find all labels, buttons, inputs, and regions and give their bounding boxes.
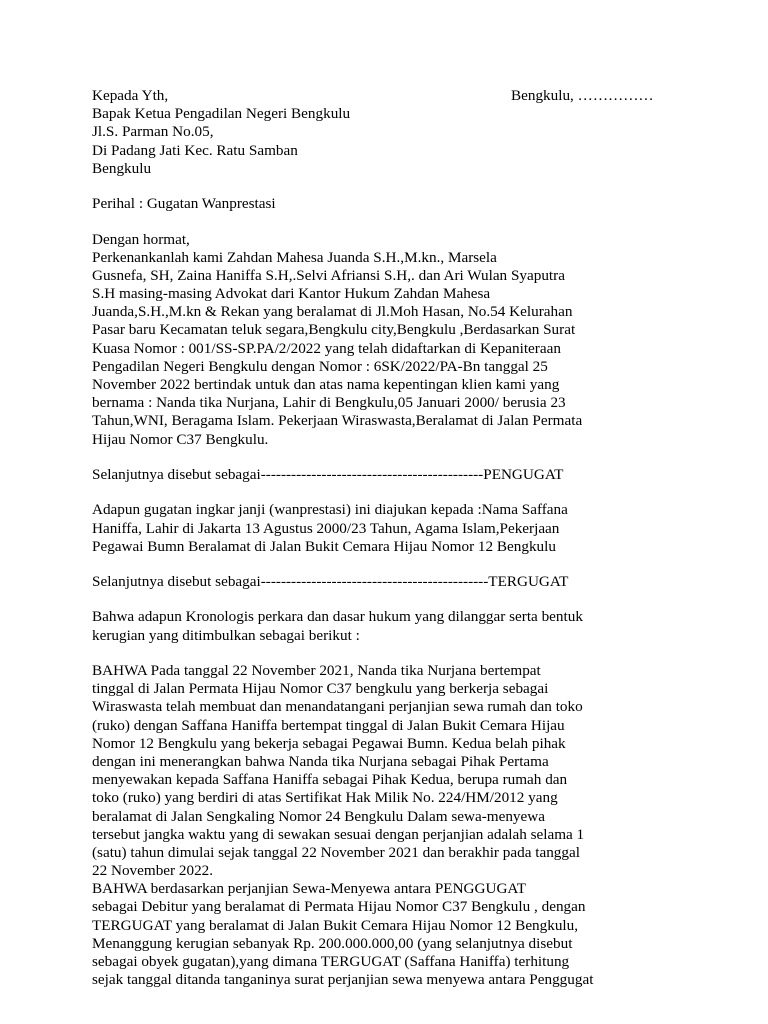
- paragraph-line: Bahwa adapun Kronologis perkara dan dasar hukum yang dilanggar serta bentuk: [92, 608, 583, 626]
- intro-paragraph: [92, 249, 692, 449]
- paragraph-line: Adapun gugatan ingkar janji (wanprestasi) ini diajukan kepada :Nama Saffana: [92, 501, 568, 519]
- address-line: Bengkulu: [92, 159, 152, 177]
- paragraph-line: bernama : Nanda tika Nurjana, Lahir di Bengkulu,05 Januari 2000/ berusia 23: [92, 394, 566, 412]
- paragraph-line: BAHWA berdasarkan perjanjian Sewa-Menyewa antara PENGGUGAT: [92, 880, 526, 898]
- paragraph-line: 22 November 2022.: [92, 862, 214, 880]
- paragraph-line: toko (ruko) yang berdiri di atas Sertifikat Hak Milik No. 224/HM/2012 yang: [92, 789, 558, 807]
- paragraph-line: beralamat di Jalan Sengkaling Nomor 24 Bengkulu Dalam sewa-menyewa: [92, 807, 545, 825]
- paragraph-line: BAHWA Pada tanggal 22 November 2021, Nanda tika Nurjana bertempat: [92, 662, 541, 679]
- place-date: Bengkulu, ……………: [511, 87, 654, 104]
- paragraph-line: Wiraswasta telah membuat dan menandatangani perjanjian sewa rumah dan toko: [92, 698, 583, 716]
- paragraph-line: Pasar baru Kecamatan teluk segara,Bengkulu city,Bengkulu ,Berdasarkan Surat: [92, 321, 576, 339]
- address-line: Bapak Ketua Pengadilan Negeri Bengkulu: [92, 105, 351, 123]
- spacer: [92, 449, 692, 466]
- paragraph-line: Perkenankanlah kami Zahdan Mahesa Juanda S.H.,M.kn., Marsela: [92, 248, 497, 266]
- paragraph-line: tersebut jangka waktu yang di sewakan sesuai dengan perjanjian adalah selama 1: [92, 825, 585, 843]
- paragraph-line: Pegawai Bumn Beralamat di Jalan Bukit Cemara Hijau Nomor 12 Bengkulu: [92, 537, 556, 555]
- penggugat-designation: Selanjutnya disebut sebagai--------------------------------------------PENGUGAT: [92, 465, 564, 483]
- recipient-address: [92, 87, 692, 178]
- paragraph-line: Menanggung kerugian sebanyak Rp. 200.000.000,00 (yang selanjutnya disebut: [92, 934, 573, 952]
- paragraph-line: Nomor 12 Bengkulu yang bekerja sebagai Pegawai Bumn. Kedua belah pihak: [92, 734, 566, 752]
- spacer: [92, 484, 692, 501]
- paragraph-line: Gusnefa, SH, Zaina Haniffa S.H,.Selvi Afriansi S.H,. dan Ari Wulan Syaputra: [92, 266, 565, 284]
- spacer: [92, 178, 692, 195]
- chronology-intro-paragraph: [92, 608, 692, 644]
- paragraph-line: sejak tanggal ditanda tanganinya surat perjanjian sewa menyewa antara Penggugat: [92, 971, 594, 989]
- paragraph-line: (satu) tahun dimulai sejak tanggal 22 November 2021 dan berakhir pada tanggal: [92, 843, 580, 861]
- letter-body: [92, 87, 692, 989]
- defendant-paragraph: [92, 501, 692, 556]
- paragraph-line: dengan ini menerangkan bahwa Nanda tika Nurjana sebagai Pihak Pertama: [92, 752, 549, 770]
- paragraph-line: S.H masing-masing Advokat dari Kantor Hukum Zahdan Mahesa: [92, 285, 491, 303]
- paragraph-line: (ruko) dengan Saffana Haniffa bertempat tinggal di Jalan Bukit Cemara Hijau: [92, 716, 565, 734]
- tergugat-designation: Selanjutnya disebut sebagai---------------------------------------------TERGUGAT: [92, 573, 569, 591]
- spacer: [92, 556, 692, 573]
- paragraph-line: Juanda,S.H.,M.kn & Rekan yang beralamat di Jl.Moh Hasan, No.54 Kelurahan: [92, 303, 573, 321]
- paragraph-line: kerugian yang ditimbulkan sebagai berikut :: [92, 626, 360, 644]
- paragraph-line: TERGUGAT yang beralamat di Jalan Bukit Cemara Hijau Nomor 12 Bengkulu,: [92, 916, 579, 934]
- spacer: [92, 213, 692, 230]
- address-line: Di Padang Jati Kec. Ratu Samban: [92, 141, 298, 159]
- paragraph-line: tinggal di Jalan Permata Hijau Nomor C37 bengkulu yang berkerja sebagai: [92, 680, 549, 698]
- paragraph-line: Haniffa, Lahir di Jakarta 13 Agustus 2000/23 Tahun, Agama Islam,Pekerjaan: [92, 519, 560, 537]
- bahwa-paragraph-2: [92, 880, 692, 989]
- spacer: [92, 645, 692, 662]
- paragraph-line: Pengadilan Negeri Bengkulu dengan Nomor : 6SK/2022/PA-Bn tanggal 25: [92, 357, 548, 375]
- paragraph-line: sebagai obyek gugatan),yang dimana TERGUGAT (Saffana Haniffa) terhitung: [92, 953, 570, 970]
- paragraph-line: Hijau Nomor C37 Bengkulu.: [92, 430, 269, 448]
- paragraph-line: Kuasa Nomor : 001/SS-SP.PA/2/2022 yang telah didaftarkan di Kepaniteraan: [92, 339, 561, 357]
- spacer: [92, 591, 692, 608]
- paragraph-line: Tahun,WNI, Beragama Islam. Pekerjaan Wiraswasta,Beralamat di Jalan Permata: [92, 412, 583, 430]
- paragraph-line: sebagai Debitur yang beralamat di Permata Hijau Nomor C37 Bengkulu , dengan: [92, 898, 586, 916]
- address-line: Jl.S. Parman No.05,: [92, 123, 214, 141]
- bahwa-paragraph-1: [92, 662, 692, 880]
- paragraph-line: November 2022 bertindak untuk dan atas nama kepentingan klien kami yang: [92, 376, 560, 393]
- salutation: Dengan hormat,: [92, 230, 190, 248]
- address-line: Kepada Yth,: [92, 87, 169, 104]
- subject-line: Perihal : Gugatan Wanprestasi: [92, 195, 276, 213]
- paragraph-line: menyewakan kepada Saffana Haniffa sebagai Pihak Kedua, berupa rumah dan: [92, 771, 568, 789]
